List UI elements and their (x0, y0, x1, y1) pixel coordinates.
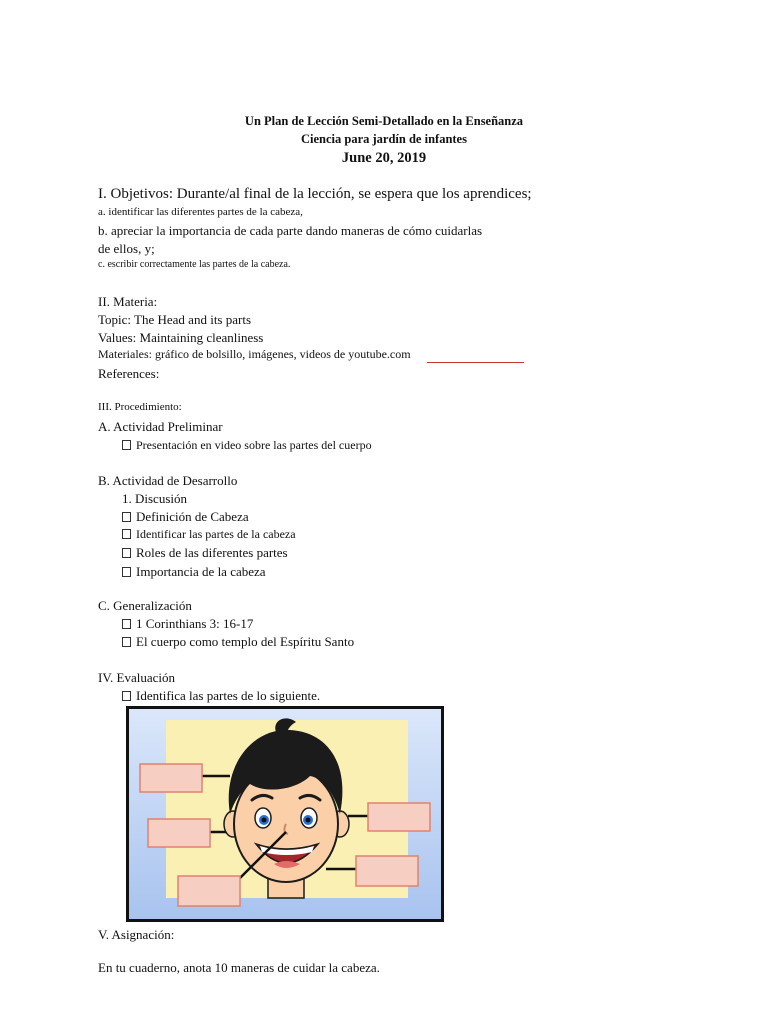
objective-c: c. escribir correctamente las partes de la cabeza. (98, 259, 291, 270)
objective-b-line1: b. apreciar la importancia de cada parte dando maneras de cómo cuidarlas (98, 223, 483, 238)
bullet-box-icon (122, 619, 131, 629)
lesson-subtitle: Ciencia para jardín de infantes (301, 132, 467, 146)
lesson-date: June 20, 2019 (341, 150, 427, 166)
evaluation-heading: IV. Evaluación (98, 670, 176, 685)
procedure-a-title: A. Actividad Preliminar (98, 419, 223, 434)
blank-label-box (368, 803, 430, 831)
procedure-b-item: Identificar las partes de la cabeza (122, 528, 296, 540)
blank-label-box (356, 856, 418, 886)
evaluation-item: Identifica las partes de lo siguiente. (122, 689, 320, 702)
procedure-b-item: Definición de Cabeza (122, 510, 249, 523)
procedure-b-item: Roles de las diferentes partes (122, 546, 288, 559)
blank-label-box (148, 819, 210, 847)
materia-topic: Topic: The Head and its parts (98, 312, 252, 327)
procedure-heading: III. Procedimiento: (98, 401, 182, 413)
procedure-c-item: El cuerpo como templo del Espíritu Santo (122, 635, 354, 648)
blank-label-box (140, 764, 202, 792)
materia-references: References: (98, 366, 160, 381)
objective-a: a. identificar las diferentes partes de la cabeza, (98, 206, 303, 218)
procedure-b-item: Importancia de la cabeza (122, 565, 266, 578)
blank-label-box (178, 876, 240, 906)
procedure-c-item: 1 Corinthians 3: 16-17 (122, 617, 253, 630)
bullet-box-icon (122, 567, 131, 577)
procedure-b-title: B. Actividad de Desarrollo (98, 473, 238, 488)
assignment-text: En tu cuaderno, anota 10 maneras de cuidar la cabeza. (98, 960, 380, 975)
bullet-box-icon (122, 512, 131, 522)
procedure-a-item: Presentación en video sobre las partes del cuerpo (122, 439, 372, 451)
objectives-heading: I. Objetivos: Durante/al final de la lección, se espera que los aprendices; (98, 186, 532, 202)
objective-b-line2: de ellos, y; (98, 241, 155, 256)
right-pupil (306, 818, 311, 823)
bullet-box-icon (122, 440, 131, 450)
bullet-box-icon (122, 691, 131, 701)
bullet-box-icon (122, 548, 131, 558)
lesson-title: Un Plan de Lección Semi-Detallado en la Enseñanza (244, 114, 524, 128)
procedure-b-sub: 1. Discusión (122, 491, 187, 506)
materia-values: Values: Maintaining cleanliness (98, 330, 264, 345)
procedure-c-title: C. Generalización (98, 598, 192, 613)
assignment-heading: V. Asignación: (98, 927, 175, 942)
spelling-underline (427, 362, 524, 363)
materia-materials: Materiales: gráfico de bolsillo, imágenes, videos de youtube.com (98, 347, 411, 361)
left-pupil (262, 818, 267, 823)
bullet-box-icon (122, 529, 131, 539)
materia-heading: II. Materia: (98, 294, 158, 309)
bullet-box-icon (122, 637, 131, 647)
head-parts-worksheet-image (126, 706, 444, 922)
